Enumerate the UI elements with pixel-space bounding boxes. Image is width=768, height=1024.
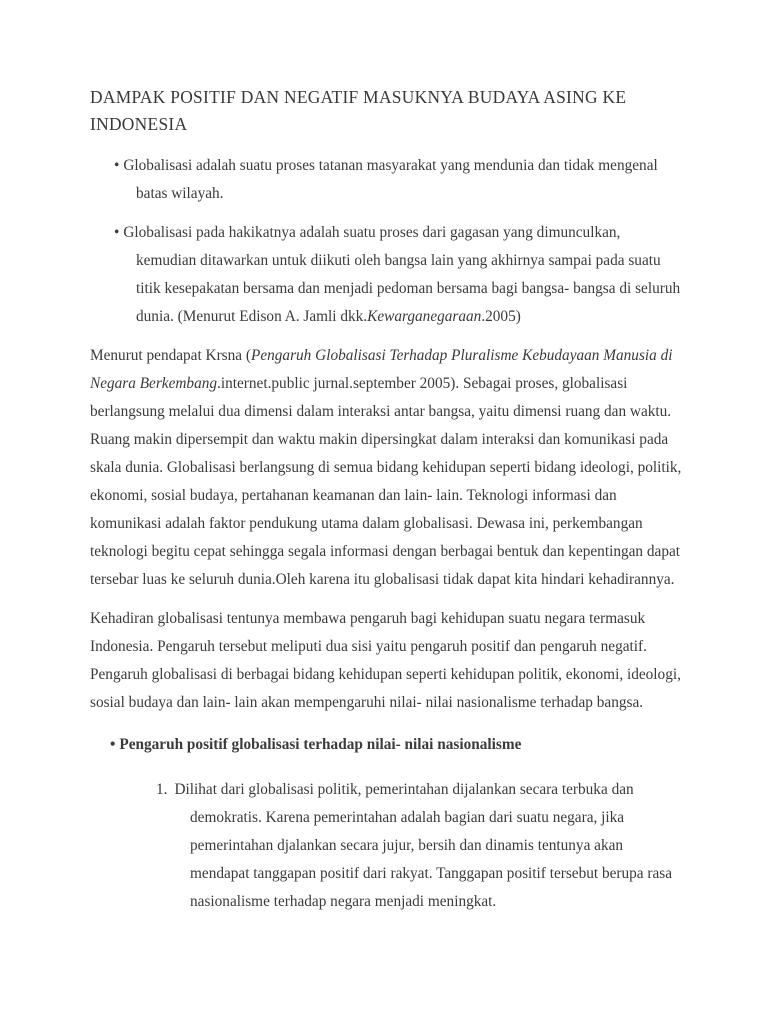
citation-title-italic: Kewarganegaraan (367, 308, 482, 325)
paragraph-globalization-process (90, 342, 682, 594)
document-title (90, 84, 682, 138)
paragraph-1-lead: Menurut pendapat Krsna ( (90, 347, 251, 364)
numbered-item-1 (156, 776, 682, 916)
list-number: 1. (156, 781, 168, 798)
numbered-item-1-text: Dilihat dari globalisasi politik, pemerintahan dijalankan secara terbuka dan demokratis. Karena pemerintahan adalah bagian dari suatu negara, jika pemerintahan djalankan secara jujur, bersih dan dinamis tentunya akan mendapat tanggapan positif dari rakyat. Tanggapan positif tersebut berupa rasa nasionalisme terhadap negara menjadi meningkat. (174, 781, 673, 910)
section-heading-positive-effects (110, 731, 682, 759)
paragraph-globalization-impact: Kehadiran globalisasi tentunya membawa pengaruh bagi kehidupan suatu negara termasuk Indonesia. Pengaruh tersebut meliputi dua sisi yaitu pengaruh positif dan pengaruh negatif. Pengaruh globalisasi di berbagai bidang kehidupan seperti kehidupan politik, ekonomi, ideologi, sosial budaya dan lain- lain akan mempengaruhi nilai- nilai nasionalisme terhadap bangsa. (90, 610, 681, 711)
definition-bullet-1-text: Globalisasi adalah suatu proses tatanan masyarakat yang mendunia dan tidak mengenal batas wilayah. (123, 157, 658, 202)
title-line-2: INDONESIA (90, 114, 188, 134)
definition-bullet-2 (114, 219, 682, 331)
citation-year: .2005) (481, 308, 521, 325)
section-heading-text: Pengaruh positif globalisasi terhadap nilai- nilai nasionalisme (119, 736, 522, 753)
bullet-icon: • (114, 157, 120, 174)
journal-title-italic: Pengaruh Globalisasi Terhadap Pluralisme Kebudayaan Manusia di Negara Berkembang (90, 347, 673, 392)
title-line-1: DAMPAK POSITIF DAN NEGATIF MASUKNYA BUDAYA ASING KE (90, 87, 627, 107)
definition-bullet-2-text: Globalisasi pada hakikatnya adalah suatu proses dari gagasan yang dimunculkan, kemudian ditawarkan untuk diikuti oleh bangsa lain yang akhirnya sampai pada suatu titik kesepakatan bersama dan menjadi pedoman bersama bagi bangsa- bangsa di seluruh dunia. (Menurut Edison A. Jamli dkk. (123, 224, 681, 325)
bullet-icon: • (114, 224, 120, 241)
paragraph-1-body: .internet.public jurnal.september 2005). Sebagai proses, globalisasi berlangsung melalui dua dimensi dalam interaksi antar bangsa, yaitu dimensi ruang dan waktu. Ruang makin dipersempit dan waktu makin dipersingkat dalam interaksi dan komunikasi pada skala dunia. Globalisasi berlangsung di semua bidang kehidupan seperti bidang ideologi, politik, ekonomi, sosial budaya, pertahanan keamanan dan lain- lain. Teknologi informasi dan komunikasi adalah faktor pendukung utama dalam globalisasi. Dewasa ini, perkembangan teknologi begitu cepat sehingga segala informasi dengan berbagai bentuk dan kepentingan dapat tersebar luas ke seluruh dunia.Oleh karena itu globalisasi tidak dapat kita hindari kehadirannya. (90, 375, 682, 588)
definition-bullet-1 (114, 152, 682, 208)
bullet-icon: • (110, 736, 116, 753)
